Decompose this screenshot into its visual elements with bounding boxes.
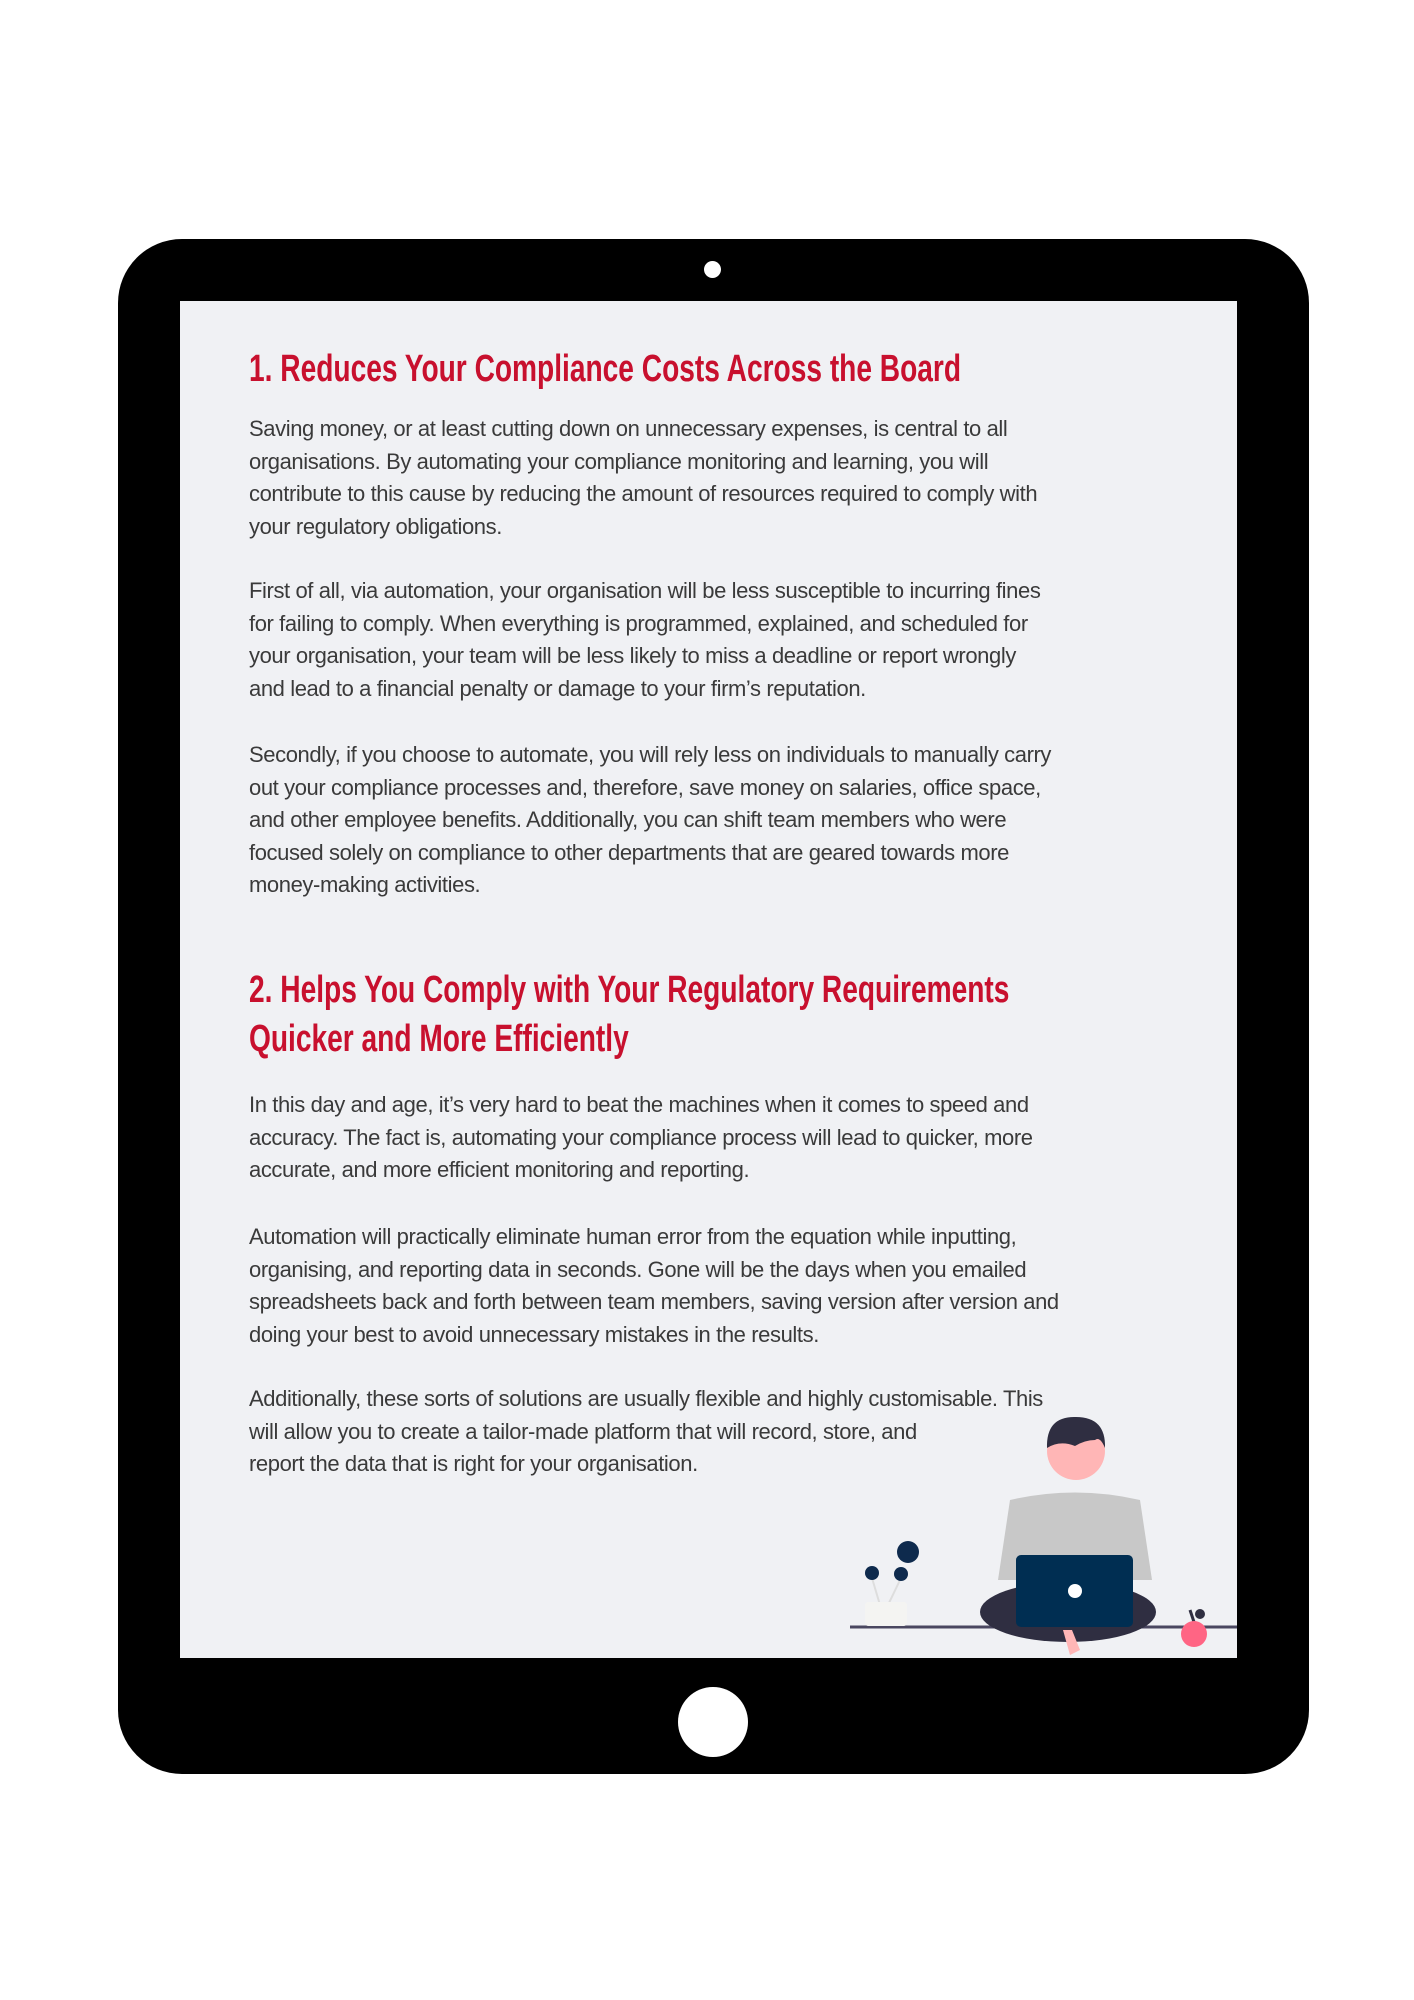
- text-line: report the data that is right for your organisation.: [249, 1451, 698, 1477]
- laptop-icon: [1016, 1555, 1133, 1627]
- text-line: organising, and reporting data in seconds. Gone will be the days when you emailed: [249, 1256, 1027, 1282]
- camera-icon: [704, 261, 721, 278]
- text-line: In this day and age, it’s very hard to beat the machines when it comes to speed and: [249, 1092, 1029, 1117]
- text-line: and other employee benefits. Additionally, you can shift team members who were: [249, 807, 1007, 833]
- text-line: organisations. By automating your compliance monitoring and learning, you will: [249, 448, 989, 474]
- text-line: your organisation, your team will be less likely to miss a deadline or report wrongly: [249, 643, 1016, 669]
- text-line: will allow you to create a tailor-made platform that will record, store, and: [249, 1418, 917, 1444]
- section2-heading-line-1: 2. Helps You Comply with Your Regulatory Requirements: [249, 969, 1010, 1011]
- text-line: accurate, and more efficient monitoring and reporting.: [249, 1157, 750, 1183]
- section2-paragraph-2: [249, 1221, 1059, 1351]
- text-line: Saving money, or at least cutting down on unnecessary expenses, is central to all: [249, 416, 1008, 441]
- home-button[interactable]: [678, 1687, 748, 1757]
- section1-paragraph-3: [249, 739, 1051, 902]
- text-line: Automation will practically eliminate human error from the equation while inputting,: [249, 1224, 1017, 1249]
- section2-heading-line-2: Quicker and More Efficiently: [249, 1018, 629, 1060]
- section2-paragraph-1: [249, 1089, 1033, 1187]
- text-line: doing your best to avoid unnecessary mistakes in the results.: [249, 1321, 819, 1347]
- text-line: accuracy. The fact is, automating your compliance process will lead to quicker, more: [249, 1124, 1033, 1150]
- text-line: Additionally, these sorts of solutions are usually flexible and highly customisable. This: [249, 1386, 1043, 1411]
- text-line: contribute to this cause by reducing the amount of resources required to comply with: [249, 481, 1038, 507]
- text-line: spreadsheets back and forth between team members, saving version after version and: [249, 1289, 1059, 1315]
- text-line: your regulatory obligations.: [249, 513, 502, 539]
- person-laptop-illustration: [850, 1400, 1237, 1658]
- text-line: money-making activities.: [249, 872, 481, 898]
- apple-icon: [1181, 1609, 1207, 1647]
- text-line: First of all, via automation, your organisation will be less susceptible to incurring fines: [249, 578, 1041, 603]
- text-line: focused solely on compliance to other departments that are geared towards more: [249, 839, 1010, 865]
- text-line: out your compliance processes and, therefore, save money on salaries, office space,: [249, 774, 1041, 800]
- text-line: for failing to comply. When everything is programmed, explained, and scheduled for: [249, 610, 1028, 636]
- text-line: and lead to a financial penalty or damage to your firm’s reputation.: [249, 675, 866, 701]
- plant-icon: [865, 1541, 919, 1626]
- section1-paragraph-2: [249, 575, 1040, 705]
- section1-heading: 1. Reduces Your Compliance Costs Across the Board: [249, 348, 962, 390]
- section1-paragraph-1: [249, 413, 1037, 543]
- text-line: Secondly, if you choose to automate, you will rely less on individuals to manually carry: [249, 742, 1052, 767]
